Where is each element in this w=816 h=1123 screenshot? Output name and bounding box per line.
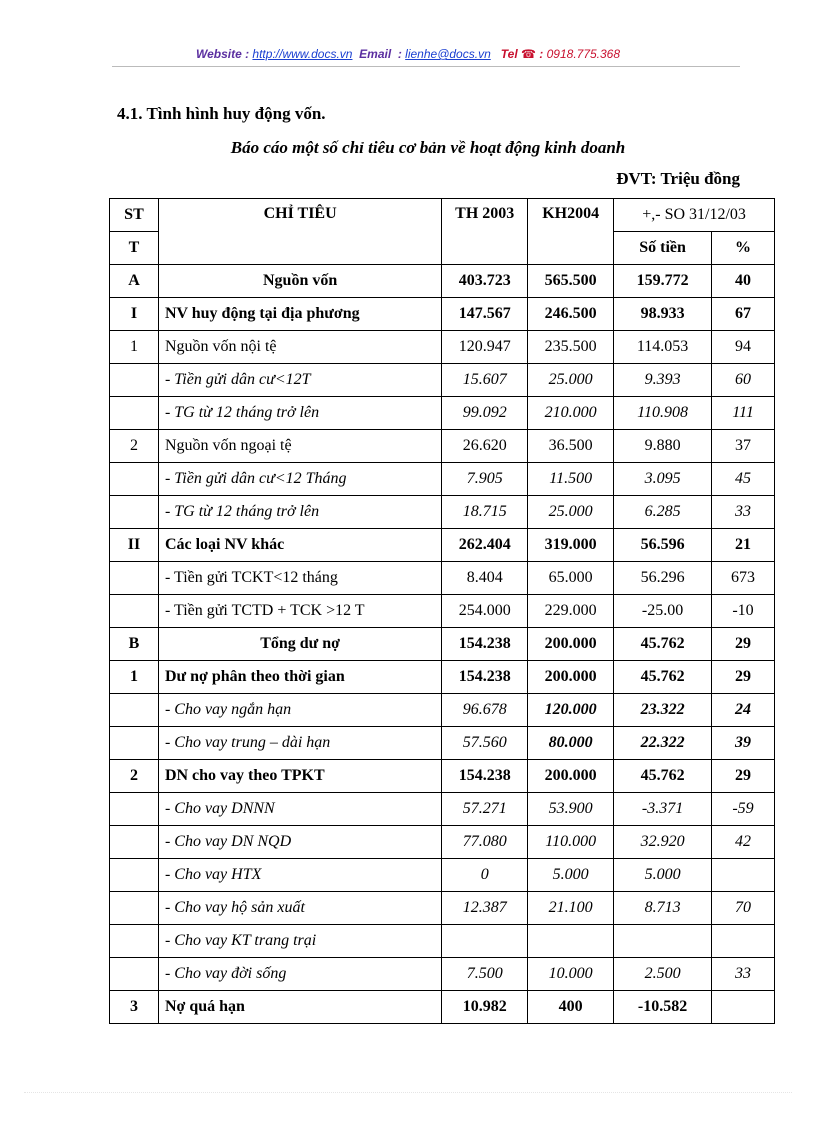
cell-pct: 40 <box>712 265 775 298</box>
cell-kh2004: 229.000 <box>528 595 614 628</box>
cell-th2003: 154.238 <box>442 661 528 694</box>
cell-pct: 39 <box>712 727 775 760</box>
cell-th2003: 403.723 <box>442 265 528 298</box>
cell-sotien: -3.371 <box>614 793 712 826</box>
section-title: 4.1. Tình hình huy động vốn. <box>117 104 326 123</box>
cell-th2003: 18.715 <box>442 496 528 529</box>
cell-th2003: 254.000 <box>442 595 528 628</box>
cell-stt: A <box>110 265 159 298</box>
table-row <box>110 958 775 991</box>
email-separator: : <box>397 47 402 61</box>
table-row <box>110 760 775 793</box>
cell-th2003: 99.092 <box>442 397 528 430</box>
cell-th2003: 7.500 <box>442 958 528 991</box>
cell-stt <box>110 397 159 430</box>
cell-pct <box>712 925 775 958</box>
cell-pct <box>712 991 775 1024</box>
cell-sotien: 8.713 <box>614 892 712 925</box>
cell-sotien: 98.933 <box>614 298 712 331</box>
cell-pct: 29 <box>712 661 775 694</box>
cell-pct: 37 <box>712 430 775 463</box>
cell-th2003: 10.982 <box>442 991 528 1024</box>
cell-stt: B <box>110 628 159 661</box>
cell-sotien: 5.000 <box>614 859 712 892</box>
header-so: +,- SO 31/12/03 <box>614 199 775 232</box>
cell-kh2004: 200.000 <box>528 661 614 694</box>
cell-pct: -59 <box>712 793 775 826</box>
cell-th2003: 12.387 <box>442 892 528 925</box>
unit-label: ĐVT: Triệu đồng <box>616 169 740 188</box>
cell-sotien: 45.762 <box>614 760 712 793</box>
cell-stt: II <box>110 529 159 562</box>
cell-kh2004: 5.000 <box>528 859 614 892</box>
cell-chitieu: - Cho vay DN NQD <box>158 826 441 859</box>
cell-sotien: -10.582 <box>614 991 712 1024</box>
website-label: Website : <box>195 47 250 61</box>
footer-divider <box>24 1092 792 1093</box>
cell-pct: 29 <box>712 628 775 661</box>
cell-kh2004: 25.000 <box>528 364 614 397</box>
cell-kh2004: 319.000 <box>528 529 614 562</box>
cell-sotien: 9.880 <box>614 430 712 463</box>
cell-stt <box>110 562 159 595</box>
cell-sotien: 110.908 <box>614 397 712 430</box>
cell-kh2004: 25.000 <box>528 496 614 529</box>
cell-chitieu: Dư nợ phân theo thời gian <box>158 661 441 694</box>
cell-sotien: 2.500 <box>614 958 712 991</box>
cell-stt: I <box>110 298 159 331</box>
cell-stt <box>110 364 159 397</box>
cell-sotien: 32.920 <box>614 826 712 859</box>
cell-kh2004: 53.900 <box>528 793 614 826</box>
cell-th2003: 77.080 <box>442 826 528 859</box>
cell-sotien: 6.285 <box>614 496 712 529</box>
email-label: Email <box>359 47 392 61</box>
cell-pct: 33 <box>712 496 775 529</box>
table-row <box>110 496 775 529</box>
table-row <box>110 298 775 331</box>
cell-kh2004: 565.500 <box>528 265 614 298</box>
cell-kh2004: 65.000 <box>528 562 614 595</box>
table-row <box>110 562 775 595</box>
cell-kh2004: 11.500 <box>528 463 614 496</box>
cell-stt <box>110 892 159 925</box>
table-row <box>110 892 775 925</box>
header-pct: % <box>712 232 775 265</box>
cell-sotien: 3.095 <box>614 463 712 496</box>
cell-stt <box>110 694 159 727</box>
cell-th2003: 262.404 <box>442 529 528 562</box>
cell-chitieu: - TG từ 12 tháng trở lên <box>158 496 441 529</box>
cell-pct: -10 <box>712 595 775 628</box>
cell-chitieu: - Cho vay hộ sản xuất <box>158 892 441 925</box>
cell-th2003: 26.620 <box>442 430 528 463</box>
cell-pct <box>712 859 775 892</box>
cell-kh2004: 200.000 <box>528 760 614 793</box>
cell-sotien <box>614 925 712 958</box>
cell-sotien: 45.762 <box>614 628 712 661</box>
cell-sotien: 22.322 <box>614 727 712 760</box>
cell-pct: 24 <box>712 694 775 727</box>
cell-th2003: 57.271 <box>442 793 528 826</box>
cell-th2003: 147.567 <box>442 298 528 331</box>
cell-kh2004: 200.000 <box>528 628 614 661</box>
cell-th2003: 0 <box>442 859 528 892</box>
cell-kh2004: 21.100 <box>528 892 614 925</box>
cell-sotien: 23.322 <box>614 694 712 727</box>
cell-chitieu: - Cho vay DNNN <box>158 793 441 826</box>
table-row <box>110 727 775 760</box>
table-row <box>110 331 775 364</box>
cell-th2003: 15.607 <box>442 364 528 397</box>
page-header <box>0 47 816 61</box>
cell-chitieu: Các loại NV khác <box>158 529 441 562</box>
cell-sotien: 56.596 <box>614 529 712 562</box>
cell-th2003: 120.947 <box>442 331 528 364</box>
header-chitieu: CHỈ TIÊU <box>158 199 441 265</box>
cell-pct: 42 <box>712 826 775 859</box>
cell-chitieu: - Tiền gửi TCKT<12 tháng <box>158 562 441 595</box>
cell-pct: 94 <box>712 331 775 364</box>
cell-kh2004: 235.500 <box>528 331 614 364</box>
cell-chitieu: - Cho vay KT trang trại <box>158 925 441 958</box>
header-th2003: TH 2003 <box>442 199 528 265</box>
table-row <box>110 991 775 1024</box>
table-row <box>110 529 775 562</box>
cell-th2003: 154.238 <box>442 628 528 661</box>
header-stt-1: ST <box>110 199 159 232</box>
cell-pct: 60 <box>712 364 775 397</box>
cell-chitieu: NV huy động tại địa phương <box>158 298 441 331</box>
cell-sotien: 159.772 <box>614 265 712 298</box>
cell-th2003: 8.404 <box>442 562 528 595</box>
cell-stt <box>110 496 159 529</box>
cell-pct: 45 <box>712 463 775 496</box>
cell-chitieu: - Cho vay ngắn hạn <box>158 694 441 727</box>
cell-sotien: -25.00 <box>614 595 712 628</box>
cell-chitieu: Nguồn vốn nội tệ <box>158 331 441 364</box>
cell-th2003 <box>442 925 528 958</box>
cell-chitieu: DN cho vay theo TPKT <box>158 760 441 793</box>
cell-stt <box>110 793 159 826</box>
cell-th2003: 96.678 <box>442 694 528 727</box>
cell-th2003: 154.238 <box>442 760 528 793</box>
table-row <box>110 925 775 958</box>
website-link[interactable]: http://www.docs.vn <box>252 47 353 61</box>
table-row <box>110 463 775 496</box>
cell-kh2004: 210.000 <box>528 397 614 430</box>
table-row <box>110 265 775 298</box>
cell-kh2004: 80.000 <box>528 727 614 760</box>
cell-stt: 3 <box>110 991 159 1024</box>
cell-chitieu: - TG từ 12 tháng trở lên <box>158 397 441 430</box>
header-divider <box>112 66 740 67</box>
cell-pct: 111 <box>712 397 775 430</box>
cell-kh2004: 110.000 <box>528 826 614 859</box>
cell-kh2004: 400 <box>528 991 614 1024</box>
cell-chitieu: - Cho vay trung – dài hạn <box>158 727 441 760</box>
report-title: Báo cáo một số chỉ tiêu cơ bản về hoạt động kinh doanh <box>230 138 626 157</box>
table-row <box>110 595 775 628</box>
email-link[interactable]: lienhe@docs.vn <box>405 47 491 61</box>
cell-kh2004 <box>528 925 614 958</box>
table-row <box>110 793 775 826</box>
cell-pct: 29 <box>712 760 775 793</box>
cell-stt: 1 <box>110 661 159 694</box>
cell-stt <box>110 859 159 892</box>
cell-pct: 67 <box>712 298 775 331</box>
cell-chitieu: Nguồn vốn <box>158 265 441 298</box>
tel-number: 0918.775.368 <box>546 47 621 61</box>
cell-sotien: 114.053 <box>614 331 712 364</box>
cell-chitieu: Nguồn vốn ngoại tệ <box>158 430 441 463</box>
cell-chitieu: - Tiền gửi dân cư<12T <box>158 364 441 397</box>
cell-stt: 1 <box>110 331 159 364</box>
table-row <box>110 628 775 661</box>
cell-chitieu: Tổng dư nợ <box>158 628 441 661</box>
cell-chitieu: - Tiền gửi dân cư<12 Tháng <box>158 463 441 496</box>
cell-stt: 2 <box>110 760 159 793</box>
cell-chitieu: Nợ quá hạn <box>158 991 441 1024</box>
cell-th2003: 57.560 <box>442 727 528 760</box>
header-kh2004: KH2004 <box>528 199 614 265</box>
header-sotien: Số tiền <box>614 232 712 265</box>
table-row <box>110 694 775 727</box>
tel-label: Tel ☎ : <box>500 47 544 61</box>
cell-th2003: 7.905 <box>442 463 528 496</box>
cell-sotien: 9.393 <box>614 364 712 397</box>
capital-table <box>109 198 775 1024</box>
cell-chitieu: - Cho vay HTX <box>158 859 441 892</box>
cell-stt <box>110 463 159 496</box>
cell-kh2004: 10.000 <box>528 958 614 991</box>
cell-stt <box>110 826 159 859</box>
cell-sotien: 56.296 <box>614 562 712 595</box>
table-row <box>110 661 775 694</box>
cell-stt <box>110 595 159 628</box>
cell-stt <box>110 958 159 991</box>
cell-kh2004: 246.500 <box>528 298 614 331</box>
cell-chitieu: - Cho vay đời sống <box>158 958 441 991</box>
cell-sotien: 45.762 <box>614 661 712 694</box>
cell-chitieu: - Tiền gửi TCTD + TCK >12 T <box>158 595 441 628</box>
cell-pct: 70 <box>712 892 775 925</box>
table-row <box>110 826 775 859</box>
cell-stt <box>110 925 159 958</box>
header-stt-2: T <box>110 232 159 265</box>
table-row <box>110 430 775 463</box>
cell-kh2004: 36.500 <box>528 430 614 463</box>
cell-stt: 2 <box>110 430 159 463</box>
cell-pct: 33 <box>712 958 775 991</box>
table-row <box>110 397 775 430</box>
cell-pct: 673 <box>712 562 775 595</box>
table-row <box>110 364 775 397</box>
cell-stt <box>110 727 159 760</box>
cell-pct: 21 <box>712 529 775 562</box>
cell-kh2004: 120.000 <box>528 694 614 727</box>
table-row <box>110 859 775 892</box>
